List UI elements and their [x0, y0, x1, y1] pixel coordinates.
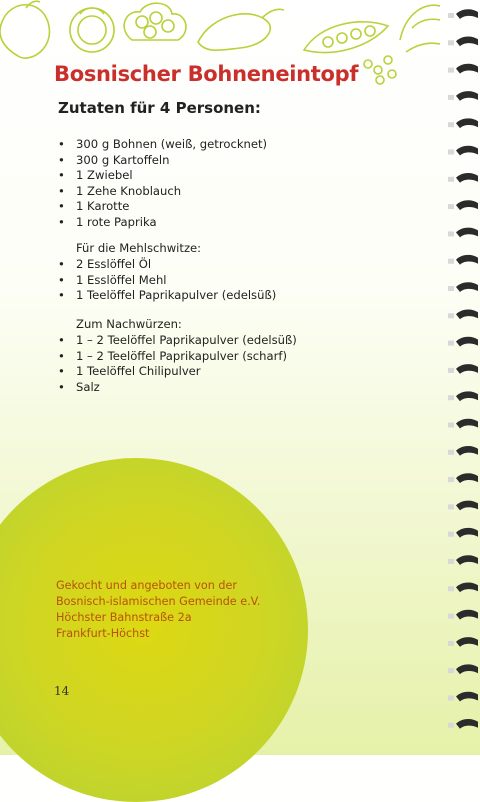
binding-ring: [448, 391, 478, 401]
binding-ring: [448, 610, 478, 620]
servings-heading: Zutaten für 4 Personen:: [58, 99, 261, 117]
list-item: • 300 g Kartoffeln: [58, 153, 267, 169]
binding-ring: [448, 9, 478, 19]
credit-line: Frankfurt-Höchst: [56, 627, 150, 640]
nachwuerzen-list: [58, 333, 297, 395]
binding-ring: [448, 473, 478, 483]
list-item: • 1 Teelöffel Paprikapulver (edelsüß): [58, 288, 276, 304]
list-item: • 1 – 2 Teelöffel Paprikapulver (scharf): [58, 349, 297, 365]
credit-block: [56, 578, 260, 642]
list-item: • 1 Esslöffel Mehl: [58, 273, 276, 289]
binding-ring: [448, 528, 478, 538]
mehlschwitze-list: [58, 257, 276, 304]
binding-ring: [448, 37, 478, 47]
binding-ring: [448, 310, 478, 320]
binding-ring: [448, 419, 478, 429]
binding-ring: [448, 583, 478, 593]
credit-line: Höchster Bahnstraße 2a: [56, 611, 192, 624]
list-item: • Salz: [58, 380, 297, 396]
binding-ring: [448, 337, 478, 347]
credit-line: Bosnisch-islamischen Gemeinde e.V.: [56, 595, 261, 608]
binding-ring: [448, 719, 478, 729]
list-item: • 1 Zehe Knoblauch: [58, 184, 267, 200]
credit-line: Gekocht und angeboten von der: [56, 579, 237, 592]
binding-ring: [448, 555, 478, 565]
nachwuerzen-label: Zum Nachwürzen:: [76, 317, 182, 331]
spiral-binding: [438, 0, 480, 755]
binding-ring: [448, 173, 478, 183]
list-item: • 1 – 2 Teelöffel Paprikapulver (edelsüß): [58, 333, 297, 349]
recipe-title: Bosnischer Bohneneintopf: [54, 62, 359, 86]
list-item: • 1 Teelöffel Chilipulver: [58, 364, 297, 380]
mehlschwitze-label: Für die Mehlschwitze:: [76, 241, 202, 255]
list-item: • 2 Esslöffel Öl: [58, 257, 276, 273]
binding-ring: [448, 282, 478, 292]
binding-ring: [448, 228, 478, 238]
binding-ring: [448, 255, 478, 265]
binding-ring: [448, 364, 478, 374]
binding-ring: [448, 637, 478, 647]
binding-ring: [448, 501, 478, 511]
list-item: • 1 Karotte: [58, 199, 267, 215]
binding-ring: [448, 664, 478, 674]
binding-ring: [448, 692, 478, 702]
binding-ring: [448, 446, 478, 456]
page-number: 14: [54, 684, 70, 698]
binding-ring: [448, 146, 478, 156]
ingredient-list: [58, 137, 267, 231]
list-item: • 300 g Bohnen (weiß, getrocknet): [58, 137, 267, 153]
binding-ring: [448, 64, 478, 74]
binding-ring: [448, 118, 478, 128]
list-item: • 1 rote Paprika: [58, 215, 267, 231]
binding-ring: [448, 91, 478, 101]
binding-ring: [448, 200, 478, 210]
list-item: • 1 Zwiebel: [58, 168, 267, 184]
